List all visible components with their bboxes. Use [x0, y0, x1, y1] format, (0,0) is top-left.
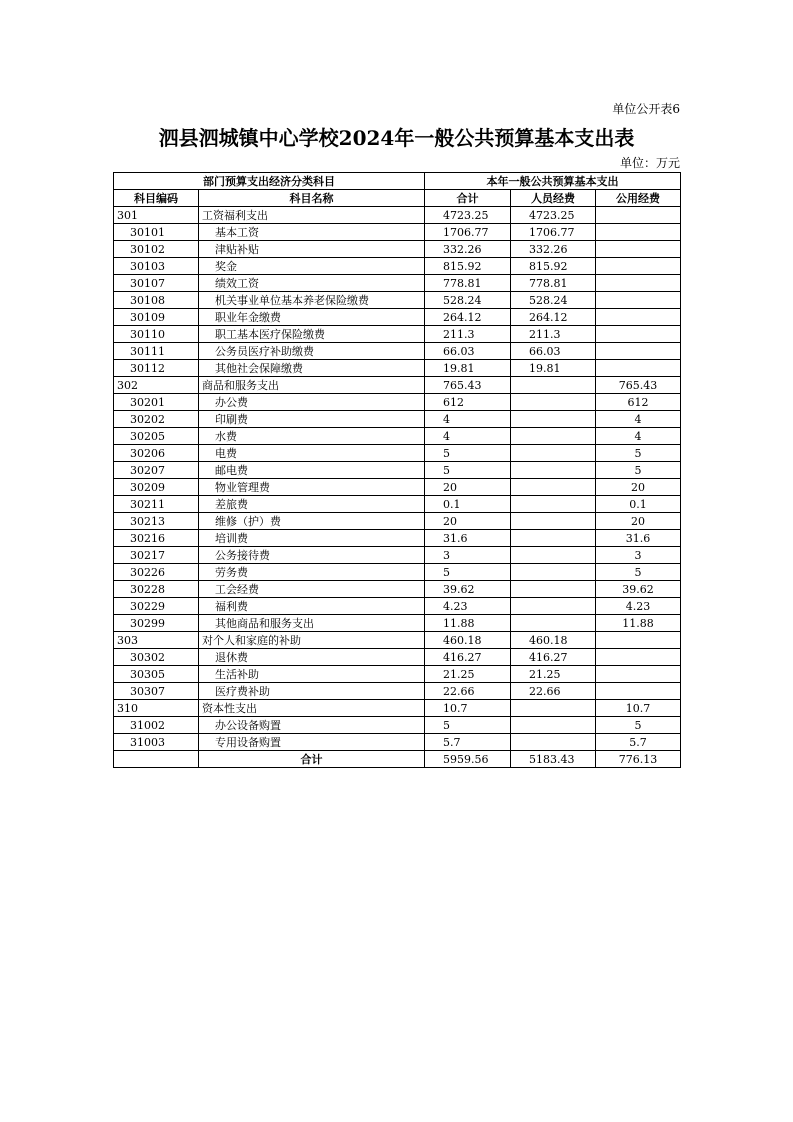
row-personnel: [511, 479, 596, 496]
header-public: 公用经费: [596, 190, 681, 207]
row-total: 778.81: [425, 275, 511, 292]
table-group-header-row: [114, 173, 681, 190]
row-code: 30211: [114, 496, 199, 513]
row-public: 3: [596, 547, 681, 564]
table-row: [114, 462, 681, 479]
table-row: [114, 224, 681, 241]
row-personnel: [511, 513, 596, 530]
row-personnel: 460.18: [511, 632, 596, 649]
page-title: 泗县泗城镇中心学校2024年一般公共预算基本支出表: [158, 126, 635, 150]
row-code: 30103: [114, 258, 199, 275]
row-name: 资本性支出: [199, 700, 425, 717]
row-name: 机关事业单位基本养老保险缴费: [199, 292, 425, 309]
row-name: 公务接待费: [199, 547, 425, 564]
row-personnel: 416.27: [511, 649, 596, 666]
header-total: 合计: [425, 190, 511, 207]
row-name: 维修（护）费: [199, 513, 425, 530]
header-economic-classification: 部门预算支出经济分类科目: [114, 173, 425, 190]
row-public: 20: [596, 513, 681, 530]
row-total: 4.23: [425, 598, 511, 615]
row-name: 商品和服务支出: [199, 377, 425, 394]
total-public: 776.13: [596, 751, 681, 768]
row-code: 30110: [114, 326, 199, 343]
row-public: [596, 258, 681, 275]
row-total: 264.12: [425, 309, 511, 326]
row-total: 11.88: [425, 615, 511, 632]
row-personnel: [511, 717, 596, 734]
row-total: 5: [425, 462, 511, 479]
row-public: 11.88: [596, 615, 681, 632]
header-name: 科目名称: [199, 190, 425, 207]
row-total: 332.26: [425, 241, 511, 258]
row-total: 39.62: [425, 581, 511, 598]
row-personnel: [511, 462, 596, 479]
row-public: [596, 326, 681, 343]
table-row: [114, 479, 681, 496]
table-row: [114, 700, 681, 717]
row-public: [596, 666, 681, 683]
row-personnel: [511, 564, 596, 581]
table-row: [114, 241, 681, 258]
total-label: 合计: [199, 751, 425, 768]
row-public: 5: [596, 445, 681, 462]
row-personnel: 22.66: [511, 683, 596, 700]
row-total: 22.66: [425, 683, 511, 700]
table-row: [114, 598, 681, 615]
row-total: 19.81: [425, 360, 511, 377]
row-code: 31003: [114, 734, 199, 751]
row-personnel: [511, 547, 596, 564]
row-name: 基本工资: [199, 224, 425, 241]
row-name: 职工基本医疗保险缴费: [199, 326, 425, 343]
row-public: 39.62: [596, 581, 681, 598]
row-name: 水费: [199, 428, 425, 445]
table-row: [114, 564, 681, 581]
row-total: 20: [425, 479, 511, 496]
row-total: 765.43: [425, 377, 511, 394]
row-personnel: [511, 377, 596, 394]
row-code: 30108: [114, 292, 199, 309]
row-total: 1706.77: [425, 224, 511, 241]
row-name: 办公费: [199, 394, 425, 411]
unit-label: 单位：万元: [619, 156, 680, 170]
row-name: 其他商品和服务支出: [199, 615, 425, 632]
row-personnel: [511, 700, 596, 717]
row-total: 211.3: [425, 326, 511, 343]
row-personnel: [511, 734, 596, 751]
row-personnel: 778.81: [511, 275, 596, 292]
row-personnel: [511, 581, 596, 598]
table-row: [114, 394, 681, 411]
row-total: 66.03: [425, 343, 511, 360]
table-row: [114, 258, 681, 275]
table-row: [114, 717, 681, 734]
row-total: 612: [425, 394, 511, 411]
row-code: 30216: [114, 530, 199, 547]
row-total: 20: [425, 513, 511, 530]
row-code: 30207: [114, 462, 199, 479]
row-total: 4: [425, 428, 511, 445]
row-total: 416.27: [425, 649, 511, 666]
row-code: 30228: [114, 581, 199, 598]
row-total: 5: [425, 445, 511, 462]
row-personnel: [511, 496, 596, 513]
row-name: 职业年金缴费: [199, 309, 425, 326]
row-total: 4: [425, 411, 511, 428]
form-number: 单位公开表6: [612, 102, 680, 116]
row-public: [596, 275, 681, 292]
table-row: [114, 207, 681, 224]
row-name: 公务员医疗补助缴费: [199, 343, 425, 360]
row-name: 培训费: [199, 530, 425, 547]
row-name: 退休费: [199, 649, 425, 666]
row-code: 301: [114, 207, 199, 224]
row-code: 30101: [114, 224, 199, 241]
row-name: 工资福利支出: [199, 207, 425, 224]
row-code: 30109: [114, 309, 199, 326]
total-code-cell: [114, 751, 199, 768]
row-public: [596, 649, 681, 666]
row-public: 4.23: [596, 598, 681, 615]
row-public: 5.7: [596, 734, 681, 751]
table-row: [114, 581, 681, 598]
row-public: [596, 207, 681, 224]
row-code: 302: [114, 377, 199, 394]
row-public: 5: [596, 462, 681, 479]
table-row: [114, 547, 681, 564]
row-code: 30217: [114, 547, 199, 564]
table-row: [114, 326, 681, 343]
row-total: 3: [425, 547, 511, 564]
row-code: 30302: [114, 649, 199, 666]
table-column-header-row: [114, 190, 681, 207]
row-public: [596, 241, 681, 258]
table-row: [114, 275, 681, 292]
row-total: 5: [425, 564, 511, 581]
row-total: 10.7: [425, 700, 511, 717]
row-name: 对个人和家庭的补助: [199, 632, 425, 649]
table-row: [114, 309, 681, 326]
table-row: [114, 411, 681, 428]
row-personnel: 66.03: [511, 343, 596, 360]
budget-table: [113, 172, 681, 768]
row-personnel: [511, 615, 596, 632]
row-code: 30205: [114, 428, 199, 445]
row-public: 5: [596, 564, 681, 581]
table-row: [114, 615, 681, 632]
table-row: [114, 666, 681, 683]
row-code: 30226: [114, 564, 199, 581]
row-code: 30206: [114, 445, 199, 462]
row-total: 4723.25: [425, 207, 511, 224]
row-total: 460.18: [425, 632, 511, 649]
row-total: 5.7: [425, 734, 511, 751]
row-personnel: [511, 598, 596, 615]
row-public: [596, 632, 681, 649]
row-public: 4: [596, 411, 681, 428]
row-name: 其他社会保障缴费: [199, 360, 425, 377]
row-public: [596, 343, 681, 360]
row-total: 5: [425, 717, 511, 734]
table-row: [114, 632, 681, 649]
row-public: [596, 224, 681, 241]
row-personnel: 528.24: [511, 292, 596, 309]
row-personnel: 211.3: [511, 326, 596, 343]
row-public: 612: [596, 394, 681, 411]
header-personnel: 人员经费: [511, 190, 596, 207]
row-name: 医疗费补助: [199, 683, 425, 700]
row-public: 5: [596, 717, 681, 734]
row-name: 差旅费: [199, 496, 425, 513]
table-row: [114, 530, 681, 547]
row-code: 30299: [114, 615, 199, 632]
row-code: 310: [114, 700, 199, 717]
table-row: [114, 683, 681, 700]
table-total-row: [114, 751, 681, 768]
row-name: 绩效工资: [199, 275, 425, 292]
table-row: [114, 377, 681, 394]
row-personnel: 19.81: [511, 360, 596, 377]
row-public: 31.6: [596, 530, 681, 547]
row-total: 0.1: [425, 496, 511, 513]
row-personnel: 332.26: [511, 241, 596, 258]
row-name: 专用设备购置: [199, 734, 425, 751]
row-name: 电费: [199, 445, 425, 462]
row-code: 30213: [114, 513, 199, 530]
row-code: 30229: [114, 598, 199, 615]
row-code: 30102: [114, 241, 199, 258]
row-personnel: 815.92: [511, 258, 596, 275]
table-row: [114, 292, 681, 309]
row-personnel: 1706.77: [511, 224, 596, 241]
row-personnel: [511, 428, 596, 445]
row-public: 20: [596, 479, 681, 496]
table-row: [114, 445, 681, 462]
row-public: [596, 683, 681, 700]
row-public: [596, 292, 681, 309]
row-public: [596, 360, 681, 377]
row-personnel: [511, 530, 596, 547]
row-code: 30112: [114, 360, 199, 377]
row-code: 30201: [114, 394, 199, 411]
total-sum: 5959.56: [425, 751, 511, 768]
row-personnel: [511, 445, 596, 462]
row-name: 办公设备购置: [199, 717, 425, 734]
row-name: 印刷费: [199, 411, 425, 428]
row-code: 30307: [114, 683, 199, 700]
row-name: 津贴补贴: [199, 241, 425, 258]
table-row: [114, 496, 681, 513]
row-code: 30209: [114, 479, 199, 496]
table-body: [114, 207, 681, 751]
table-row: [114, 734, 681, 751]
table-row: [114, 360, 681, 377]
row-public: 765.43: [596, 377, 681, 394]
row-public: 0.1: [596, 496, 681, 513]
row-name: 奖金: [199, 258, 425, 275]
table-row: [114, 513, 681, 530]
row-total: 21.25: [425, 666, 511, 683]
row-personnel: [511, 411, 596, 428]
row-code: 303: [114, 632, 199, 649]
row-code: 30305: [114, 666, 199, 683]
row-name: 邮电费: [199, 462, 425, 479]
row-code: 30107: [114, 275, 199, 292]
table-row: [114, 649, 681, 666]
row-name: 劳务费: [199, 564, 425, 581]
header-basic-expenditure: 本年一般公共预算基本支出: [425, 173, 681, 190]
row-personnel: 264.12: [511, 309, 596, 326]
row-name: 工会经费: [199, 581, 425, 598]
row-public: 4: [596, 428, 681, 445]
row-name: 生活补助: [199, 666, 425, 683]
row-personnel: [511, 394, 596, 411]
row-total: 31.6: [425, 530, 511, 547]
row-public: 10.7: [596, 700, 681, 717]
table-row: [114, 343, 681, 360]
row-public: [596, 309, 681, 326]
row-personnel: 21.25: [511, 666, 596, 683]
row-code: 31002: [114, 717, 199, 734]
row-total: 815.92: [425, 258, 511, 275]
table-row: [114, 428, 681, 445]
row-code: 30202: [114, 411, 199, 428]
row-total: 528.24: [425, 292, 511, 309]
row-code: 30111: [114, 343, 199, 360]
row-name: 福利费: [199, 598, 425, 615]
header-code: 科目编码: [114, 190, 199, 207]
total-personnel: 5183.43: [511, 751, 596, 768]
row-name: 物业管理费: [199, 479, 425, 496]
row-personnel: 4723.25: [511, 207, 596, 224]
